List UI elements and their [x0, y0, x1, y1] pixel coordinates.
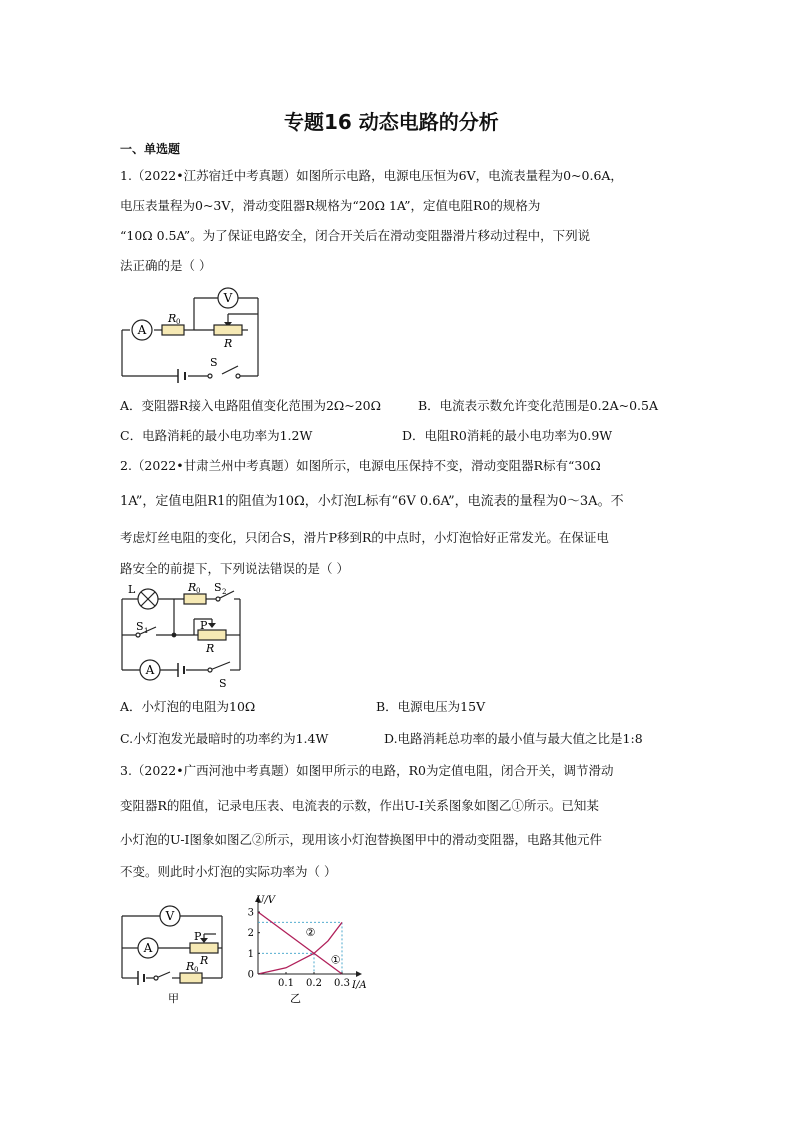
q3-text-line3: 小灯泡的U-I图象如图乙②所示，现用该小灯泡替换图甲中的滑动变阻器，电路其他元件: [120, 832, 602, 847]
slider-p-label: P: [194, 930, 202, 943]
q2-circuit-diagram: [118, 583, 258, 689]
q1-option-b: B．电流表示数允许变化范围是0.2A~0.5A: [418, 398, 658, 413]
q2-text-line2: 1A”，定值电阻R1的阻值为10Ω，小灯泡L标有“6V 0.6A”，电流表的量程为0～3A。不: [120, 494, 624, 509]
q2-option-a: A．小灯泡的电阻为10Ω: [120, 699, 256, 714]
switch-s1-label: S: [136, 620, 144, 633]
switch-label: S: [210, 356, 218, 369]
figure-yi-caption: 乙: [290, 992, 301, 1005]
x-tick-label-2: 0.3: [334, 978, 350, 989]
q1-circuit-diagram: [118, 286, 270, 386]
page-title: 专题16 动态电路的分析: [284, 110, 499, 134]
r0-label: R: [168, 312, 177, 325]
q3-ui-graph-yi: [240, 892, 380, 1008]
q1-option-d: D．电阻R0消耗的最小电功率为0.9W: [402, 428, 613, 443]
q1-text-line1: 1.（2022•江苏宿迁中考真题）如图所示电路，电源电压恒为6V，电流表量程为0~0.6A，: [120, 168, 623, 183]
switch-s1-subscript: 1: [144, 627, 149, 635]
lamp-label: L: [128, 583, 136, 596]
q3-circuit-diagram-jia: [118, 902, 238, 1006]
r0-subscript: 0: [194, 966, 199, 974]
q2-text-line4: 路安全的前提下，下列说法错误的是（ ）: [120, 561, 349, 576]
switch-s2-label: S: [214, 583, 222, 594]
rheostat-label: R: [224, 337, 233, 350]
x-axis-label: I/A: [352, 980, 367, 991]
q1-option-c: C．电路消耗的最小电功率为1.2W: [120, 428, 313, 443]
q2-text-line3: 考虑灯丝电阻的变化，只闭合S，滑片P移到R的中点时，小灯泡恰好正常发光。在保证电: [120, 530, 609, 545]
section-heading: 一、单选题: [120, 142, 181, 156]
x-tick-label-0: 0.1: [278, 978, 294, 989]
series-label-1: ①: [330, 953, 341, 967]
r0-label: R: [188, 583, 197, 594]
series-line-1: [258, 912, 342, 974]
y-tick-label-0: 0: [247, 969, 254, 981]
r0-subscript: 0: [176, 318, 181, 326]
q1-option-a: A．变阻器R接入电路阻值变化范围为2Ω~20Ω: [120, 398, 381, 413]
r0-subscript: 0: [196, 587, 201, 595]
figure-jia-caption: 甲: [168, 992, 179, 1005]
ammeter-label: A: [137, 323, 147, 337]
y-tick-label-2: 2: [247, 928, 254, 940]
y-tick-label-3: 3: [247, 907, 254, 919]
q2-option-c: C.小灯泡发光最暗时的功率约为1.4W: [120, 731, 329, 746]
ammeter-label: A: [145, 663, 155, 677]
q3-text-line1: 3.（2022•广西河池中考真题）如图甲所示的电路，R0为定值电阻，闭合开关，调节滑动: [120, 763, 614, 778]
slider-p-label: P: [200, 619, 208, 632]
r0-label: R: [186, 960, 195, 973]
q2-option-d: D.电路消耗总功率的最小值与最大值之比是1:8: [384, 731, 643, 746]
switch-s2-subscript: 2: [222, 588, 227, 596]
y-tick-label-1: 1: [247, 948, 254, 960]
q1-text-line3: “10Ω 0.5A”。为了保证电路安全，闭合开关后在滑动变阻器滑片移动过程中，下列说: [120, 228, 591, 243]
q2-text-line1: 2.（2022•甘肃兰州中考真题）如图所示，电源电压保持不变，滑动变阻器R标有“30Ω: [120, 458, 601, 473]
rheostat-label: R: [206, 642, 215, 655]
y-axis-label: U/V: [256, 895, 276, 906]
q1-text-line2: 电压表量程为0~3V，滑动变阻器R规格为“20Ω 1A”，定值电阻R0的规格为: [120, 198, 541, 213]
q3-text-line4: 不变。则此时小灯泡的实际功率为（ ）: [120, 864, 337, 879]
voltmeter-label: V: [165, 909, 175, 923]
series-line-2: [258, 922, 342, 974]
x-tick-label-1: 0.2: [306, 978, 322, 989]
q3-text-line2: 变阻器R的阻值，记录电压表、电流表的示数，作出U-I关系图象如图乙①所示。已知某: [120, 798, 599, 813]
q1-text-line4: 法正确的是（ ）: [120, 258, 212, 273]
ammeter-label: A: [143, 941, 153, 955]
switch-s-label: S: [219, 677, 227, 689]
rheostat-label: R: [200, 954, 209, 967]
series-label-2: ②: [305, 925, 316, 939]
voltmeter-label: V: [223, 291, 233, 305]
q2-option-b: B．电源电压为15V: [376, 699, 486, 714]
